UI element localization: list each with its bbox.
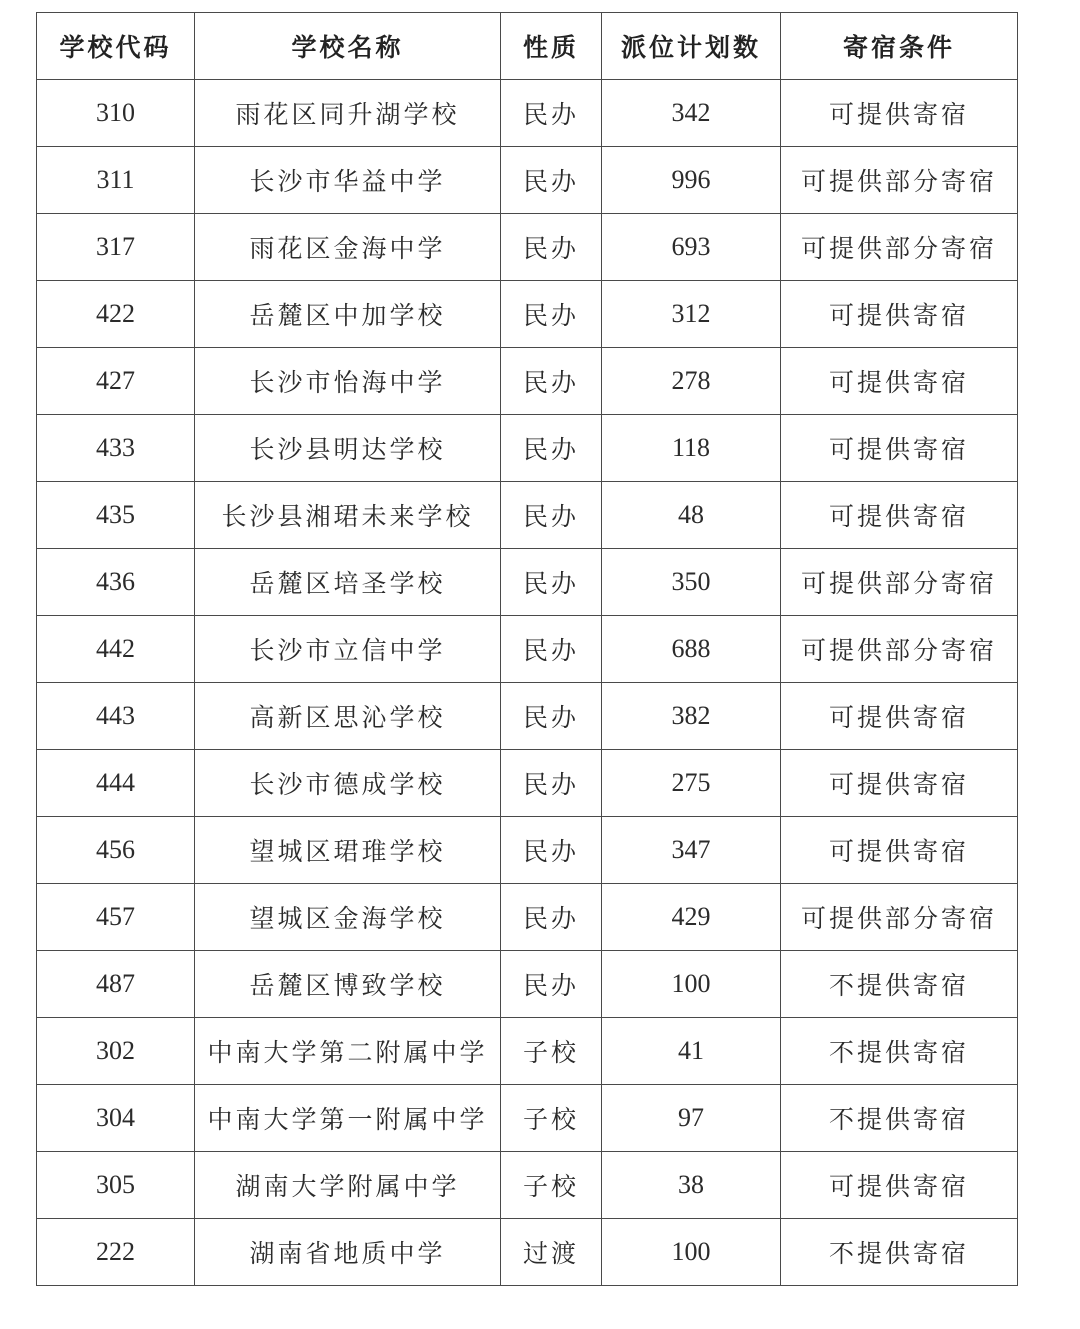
table-row <box>37 281 1018 348</box>
cell-nature: 子校 <box>501 1018 602 1085</box>
header-nature: 性质 <box>501 13 602 80</box>
cell-school-name: 湖南省地质中学 <box>195 1219 501 1286</box>
cell-allocation-count: 382 <box>602 683 781 750</box>
cell-boarding: 可提供寄宿 <box>781 482 1018 549</box>
cell-boarding: 可提供寄宿 <box>781 348 1018 415</box>
cell-allocation-count: 48 <box>602 482 781 549</box>
cell-school-code: 422 <box>37 281 195 348</box>
cell-school-code: 311 <box>37 147 195 214</box>
cell-school-code: 442 <box>37 616 195 683</box>
cell-school-name: 高新区思沁学校 <box>195 683 501 750</box>
table-row <box>37 147 1018 214</box>
school-allocation-table-wrapper <box>36 12 1017 1286</box>
cell-school-code: 317 <box>37 214 195 281</box>
table-row <box>37 482 1018 549</box>
cell-nature: 民办 <box>501 683 602 750</box>
table-row <box>37 683 1018 750</box>
cell-boarding: 不提供寄宿 <box>781 1219 1018 1286</box>
cell-boarding: 可提供寄宿 <box>781 80 1018 147</box>
cell-school-code: 456 <box>37 817 195 884</box>
cell-boarding: 不提供寄宿 <box>781 1085 1018 1152</box>
cell-nature: 民办 <box>501 549 602 616</box>
cell-boarding: 可提供部分寄宿 <box>781 616 1018 683</box>
cell-nature: 民办 <box>501 281 602 348</box>
cell-nature: 民办 <box>501 750 602 817</box>
cell-school-name: 长沙市怡海中学 <box>195 348 501 415</box>
cell-school-name: 长沙县湘珺未来学校 <box>195 482 501 549</box>
table-row <box>37 1152 1018 1219</box>
cell-school-name: 长沙县明达学校 <box>195 415 501 482</box>
cell-nature: 民办 <box>501 817 602 884</box>
cell-boarding: 可提供寄宿 <box>781 750 1018 817</box>
cell-allocation-count: 688 <box>602 616 781 683</box>
table-row <box>37 817 1018 884</box>
cell-school-name: 岳麓区博致学校 <box>195 951 501 1018</box>
cell-allocation-count: 312 <box>602 281 781 348</box>
table-row <box>37 415 1018 482</box>
cell-school-code: 487 <box>37 951 195 1018</box>
header-school-code: 学校代码 <box>37 13 195 80</box>
table-row <box>37 884 1018 951</box>
cell-school-code: 436 <box>37 549 195 616</box>
cell-nature: 民办 <box>501 147 602 214</box>
cell-school-name: 雨花区金海中学 <box>195 214 501 281</box>
cell-boarding: 可提供寄宿 <box>781 683 1018 750</box>
cell-school-code: 433 <box>37 415 195 482</box>
cell-nature: 民办 <box>501 348 602 415</box>
cell-school-name: 中南大学第二附属中学 <box>195 1018 501 1085</box>
table-row <box>37 1219 1018 1286</box>
cell-allocation-count: 100 <box>602 1219 781 1286</box>
cell-school-code: 222 <box>37 1219 195 1286</box>
cell-boarding: 可提供寄宿 <box>781 817 1018 884</box>
cell-allocation-count: 38 <box>602 1152 781 1219</box>
cell-school-code: 457 <box>37 884 195 951</box>
cell-nature: 民办 <box>501 616 602 683</box>
cell-boarding: 可提供部分寄宿 <box>781 884 1018 951</box>
cell-school-name: 岳麓区培圣学校 <box>195 549 501 616</box>
school-allocation-table <box>36 12 1018 1286</box>
cell-boarding: 可提供部分寄宿 <box>781 214 1018 281</box>
cell-school-name: 岳麓区中加学校 <box>195 281 501 348</box>
cell-nature: 民办 <box>501 951 602 1018</box>
table-row <box>37 750 1018 817</box>
table-row <box>37 951 1018 1018</box>
cell-nature: 子校 <box>501 1085 602 1152</box>
cell-school-name: 望城区金海学校 <box>195 884 501 951</box>
cell-nature: 民办 <box>501 884 602 951</box>
header-school-name: 学校名称 <box>195 13 501 80</box>
cell-nature: 过渡 <box>501 1219 602 1286</box>
cell-school-code: 302 <box>37 1018 195 1085</box>
cell-school-code: 310 <box>37 80 195 147</box>
cell-allocation-count: 41 <box>602 1018 781 1085</box>
cell-allocation-count: 342 <box>602 80 781 147</box>
cell-school-name: 长沙市德成学校 <box>195 750 501 817</box>
cell-nature: 子校 <box>501 1152 602 1219</box>
cell-school-name: 湖南大学附属中学 <box>195 1152 501 1219</box>
table-header-row <box>37 13 1018 80</box>
cell-boarding: 可提供寄宿 <box>781 415 1018 482</box>
cell-school-name: 长沙市立信中学 <box>195 616 501 683</box>
cell-nature: 民办 <box>501 80 602 147</box>
cell-school-code: 304 <box>37 1085 195 1152</box>
table-row <box>37 1085 1018 1152</box>
cell-school-code: 427 <box>37 348 195 415</box>
cell-allocation-count: 350 <box>602 549 781 616</box>
cell-allocation-count: 347 <box>602 817 781 884</box>
table-row <box>37 1018 1018 1085</box>
cell-school-code: 444 <box>37 750 195 817</box>
cell-allocation-count: 429 <box>602 884 781 951</box>
table-row <box>37 80 1018 147</box>
cell-boarding: 可提供寄宿 <box>781 1152 1018 1219</box>
table-row <box>37 616 1018 683</box>
cell-allocation-count: 97 <box>602 1085 781 1152</box>
cell-school-code: 305 <box>37 1152 195 1219</box>
table-row <box>37 348 1018 415</box>
cell-boarding: 可提供部分寄宿 <box>781 549 1018 616</box>
cell-school-name: 雨花区同升湖学校 <box>195 80 501 147</box>
cell-school-name: 望城区珺琟学校 <box>195 817 501 884</box>
cell-nature: 民办 <box>501 415 602 482</box>
cell-allocation-count: 996 <box>602 147 781 214</box>
table-row <box>37 214 1018 281</box>
cell-boarding: 可提供部分寄宿 <box>781 147 1018 214</box>
cell-school-name: 长沙市华益中学 <box>195 147 501 214</box>
cell-allocation-count: 118 <box>602 415 781 482</box>
cell-nature: 民办 <box>501 214 602 281</box>
cell-allocation-count: 100 <box>602 951 781 1018</box>
cell-allocation-count: 693 <box>602 214 781 281</box>
cell-nature: 民办 <box>501 482 602 549</box>
table-row <box>37 549 1018 616</box>
cell-school-code: 435 <box>37 482 195 549</box>
header-boarding: 寄宿条件 <box>781 13 1018 80</box>
cell-school-name: 中南大学第一附属中学 <box>195 1085 501 1152</box>
cell-school-code: 443 <box>37 683 195 750</box>
cell-allocation-count: 275 <box>602 750 781 817</box>
cell-boarding: 可提供寄宿 <box>781 281 1018 348</box>
cell-allocation-count: 278 <box>602 348 781 415</box>
cell-boarding: 不提供寄宿 <box>781 1018 1018 1085</box>
header-allocation-count: 派位计划数 <box>602 13 781 80</box>
cell-boarding: 不提供寄宿 <box>781 951 1018 1018</box>
